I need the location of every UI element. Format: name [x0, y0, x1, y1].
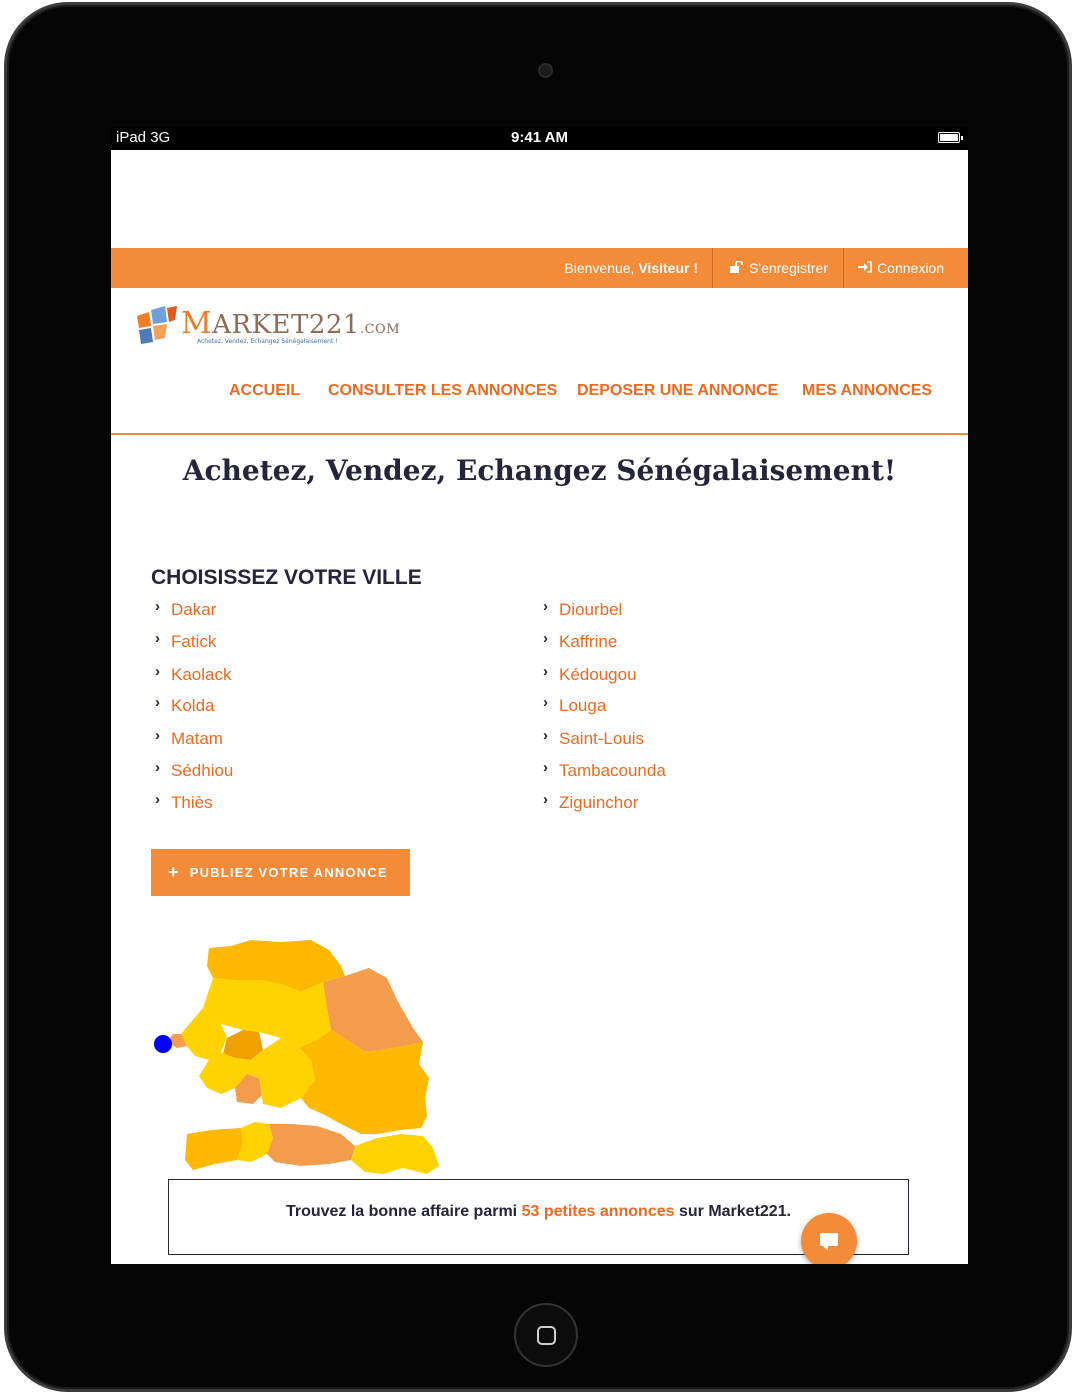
city-label: Ziguinchor	[559, 793, 639, 812]
city-link-fatick[interactable]	[155, 630, 217, 652]
register-label: S'enregistrer	[749, 260, 828, 276]
city-link-kolda[interactable]	[155, 694, 215, 716]
city-link-tambacounda[interactable]	[543, 759, 666, 781]
chat-bubble-icon	[820, 1233, 838, 1246]
nav-deposer-annonce[interactable]: DEPOSER UNE ANNONCE	[577, 382, 779, 399]
chevron-right-icon: ›	[543, 759, 548, 776]
chevron-right-icon: ›	[543, 694, 548, 711]
divider	[843, 248, 844, 288]
chat-button[interactable]	[801, 1213, 857, 1264]
divider	[712, 248, 713, 288]
banner-prefix: Trouvez la bonne affaire parmi	[285, 1203, 518, 1220]
logo-text	[181, 306, 400, 341]
chevron-right-icon: ›	[155, 694, 160, 711]
city-link-kedougou[interactable]	[543, 663, 637, 685]
plus-icon: +	[168, 862, 180, 882]
chevron-right-icon: ›	[155, 759, 160, 776]
city-link-matam[interactable]	[155, 727, 223, 749]
senegal-map[interactable]	[151, 938, 481, 1176]
city-link-louga[interactable]	[543, 694, 607, 716]
city-label: Dakar	[171, 600, 217, 619]
home-button[interactable]	[514, 1303, 578, 1367]
battery-icon	[938, 132, 960, 143]
city-link-dakar[interactable]	[155, 598, 217, 620]
nav-consulter-annonces[interactable]: CONSULTER LES ANNONCES	[328, 382, 558, 399]
map-gambia-gap	[199, 1102, 321, 1124]
camera-icon	[538, 63, 553, 78]
ad-count-banner	[168, 1179, 909, 1255]
top-bar	[111, 248, 968, 288]
clock: 9:41 AM	[511, 129, 568, 146]
logo-suffix: .COM	[359, 322, 401, 337]
chevron-right-icon: ›	[543, 598, 548, 615]
map-location-marker[interactable]	[154, 1035, 172, 1053]
sign-in-icon	[858, 260, 872, 276]
city-link-sedhiou[interactable]	[155, 759, 234, 781]
welcome-text	[564, 260, 698, 276]
map-region-ziguinchor[interactable]	[185, 1128, 243, 1170]
map-region-kolda[interactable]	[267, 1124, 355, 1166]
chevron-right-icon: ›	[155, 727, 160, 744]
publish-ad-label: PUBLIEZ VOTRE ANNONCE	[189, 865, 388, 880]
welcome-user: Visiteur !	[638, 260, 698, 276]
nav-divider	[111, 433, 968, 435]
ad-count-link[interactable]: 53 petites annonces	[521, 1203, 675, 1220]
welcome-prefix: Bienvenue,	[564, 260, 635, 276]
chevron-right-icon: ›	[155, 598, 160, 615]
login-link[interactable]	[858, 260, 944, 276]
city-label: Kaffrine	[559, 632, 618, 651]
city-link-kaolack[interactable]	[155, 663, 232, 685]
city-label: Thiès	[171, 793, 213, 812]
register-link[interactable]	[730, 260, 828, 276]
status-bar	[111, 126, 968, 150]
city-label: Diourbel	[559, 600, 623, 619]
city-link-thies[interactable]	[155, 791, 213, 813]
chevron-right-icon: ›	[543, 727, 548, 744]
city-label: Kaolack	[171, 665, 232, 684]
chevron-right-icon: ›	[155, 791, 160, 808]
city-label: Louga	[559, 696, 607, 715]
logo-initial: M	[181, 306, 213, 341]
city-label: Kolda	[171, 696, 215, 715]
city-label: Matam	[171, 729, 223, 748]
unlock-icon	[730, 260, 744, 276]
banner-suffix: sur Market221.	[678, 1203, 792, 1220]
city-link-ziguinchor[interactable]	[543, 791, 639, 813]
login-label: Connexion	[877, 260, 944, 276]
city-label: Kédougou	[559, 665, 637, 684]
publish-ad-button[interactable]	[151, 849, 410, 896]
carrier-label: iPad 3G	[116, 129, 171, 146]
city-link-diourbel[interactable]	[543, 598, 623, 620]
chevron-right-icon: ›	[155, 630, 160, 647]
city-label: Fatick	[171, 632, 217, 651]
chevron-right-icon: ›	[543, 630, 548, 647]
city-label: Sédhiou	[171, 761, 234, 780]
page-headline: Achetez, Vendez, Echangez Sénégalaisement!	[182, 454, 897, 487]
chevron-right-icon: ›	[543, 791, 548, 808]
nav-accueil[interactable]: ACCUEIL	[229, 382, 301, 399]
main-nav	[111, 382, 968, 406]
chevron-right-icon: ›	[155, 663, 160, 680]
logo-tagline: Achetez, Vendez, Echangez Sénégalaisement !	[197, 338, 338, 345]
logo-mark-icon	[135, 306, 179, 348]
city-label: Saint-Louis	[559, 729, 645, 748]
ipad-screen	[111, 126, 968, 1264]
map-region-kedougou[interactable]	[351, 1134, 439, 1174]
city-link-saint-louis[interactable]	[543, 727, 645, 749]
logo-name: ARKET221	[212, 310, 360, 340]
nav-mes-annonces[interactable]: MES ANNONCES	[802, 382, 933, 399]
chevron-right-icon: ›	[543, 663, 548, 680]
site-logo[interactable]	[135, 306, 401, 351]
city-label: Tambacounda	[559, 761, 666, 780]
city-link-kaffrine[interactable]	[543, 630, 618, 652]
city-section-title: CHOISISSEZ VOTRE VILLE	[151, 566, 422, 589]
